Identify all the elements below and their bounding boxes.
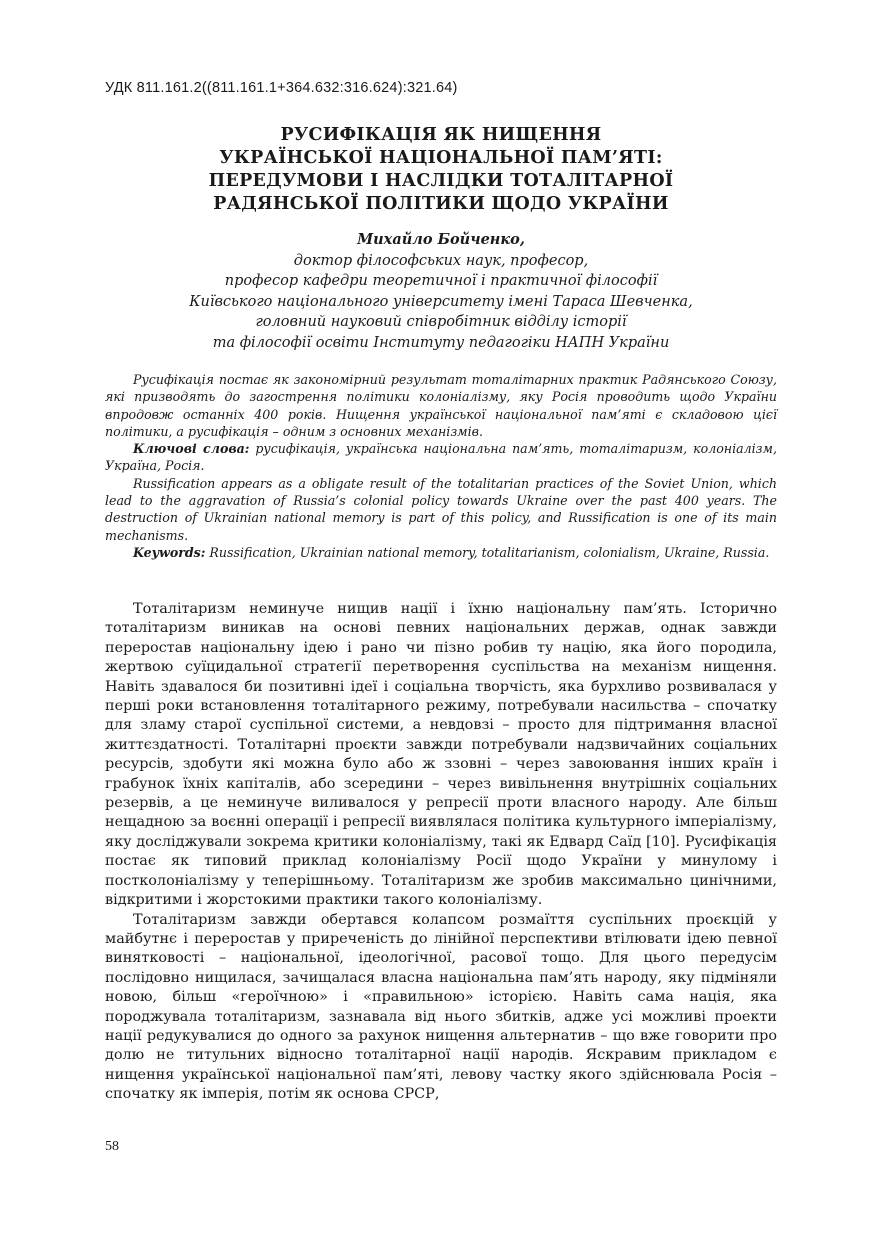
body-paragraph: Тоталітаризм неминуче нищив нації і їхню національну пам’ять. Історично тоталітаризм виникав на основі певних національних держав, однак завжди перерoстав національну ідею і рано чи пізно робив ту націю, яка його породила, жертвою суїцидальної стратегії перетворення суспільства на механізм нищення. Навіть здавалося би позитивні ідеї і соціальна творчість, яка бурхливо розвивалася у перші роки встановлення тоталітарного режиму, потребували насильства – спочатку для зламу старої суспільної системи, а невдовзі – просто для підтримання власної життєздатності. Тоталітарні проєкти завжди потребували надзвичайних соціальних ресурсів, здобути які можна було або ж ззовні – через завоювання інших країн і грабунок їхніх капіталів, або зсередини – через вивільнення внутрішніх соціальних резервів, а це неминуче виливалося у репресії проти власного народу. Але більш нещадною за воєнні операції і репресії виявлялася політика культурного імперіалізму, яку досліджували зокрема критики колоніалізму, такі як Едвард Саїд [10]. Русифікація постає як типовий приклад колоніалізму Росії щодо України у минулому і постколоніалізму у теперішньому. Тоталітаризм же зробив максимально цинічними, відкритими і жорстокими практики такого колоніалізму. bbox=[105, 601, 777, 909]
article-body bbox=[105, 600, 777, 1105]
udk-code: УДК 811.161.2((811.161.1+364.632:316.624):321.64) bbox=[105, 80, 458, 96]
keywords-ukrainian bbox=[105, 440, 777, 475]
body-paragraph: Тоталітаризм завжди обертався колапсом розмаїття суспільних проєкцій у майбутнє і переростав у приреченість до лінійної перспективи втілювати ідею певної винятковості – національної, ідеологічної, расової тощо. Для цього передусім послідовно нищилася, зачищалася власна національна пам’ять народу, яку підміняли новою, більш «героїчною» і «правильною» історією. Навіть сама нація, яка породжувала тоталітаризм, зазнавала від нього збитків, адже усі можливі проекти нації редукувалися до одного за рахунок нищення альтернатив – що вже говорити про долю не титульних відносно тоталітарної нації народів. Яскравим прикладом є нищення української національної пам’яті, левову частку якого здійснювала Росія – спочатку як імперія, потім як основа СРСР, bbox=[105, 911, 777, 1103]
keywords-list: Russification, Ukrainian national memory, totalitarianism, colonialism, Ukraine, Russia. bbox=[205, 544, 770, 560]
author-name: Михайло Бойченко, bbox=[357, 231, 525, 248]
abstract-english: Russification appears as a obligate result of the totalitarian practices of the Soviet Union, which lead to the aggravation of Russia’s colonial policy towards Ukraine over the past 400 years. The destruction of Ukrainian national memory is part of this policy, and Russification is one of its main mechanisms. bbox=[105, 475, 777, 543]
abstract-block bbox=[105, 371, 777, 561]
keywords-english bbox=[105, 544, 777, 561]
title-line: РАДЯНСЬКОЇ ПОЛІТИКИ ЩОДО УКРАЇНИ bbox=[213, 194, 669, 214]
affiliation-line: головний науковий співробітник відділу історії bbox=[255, 314, 627, 331]
keywords-label: Keywords: bbox=[133, 544, 206, 560]
page-number: 58 bbox=[105, 1139, 119, 1154]
title-line: ПЕРЕДУМОВИ І НАСЛІДКИ ТОТАЛІТАРНОЇ bbox=[208, 171, 674, 191]
affiliation-line: професор кафедри теоретичної і практичної філософії bbox=[224, 273, 658, 290]
title-line: УКРАЇНСЬКОЇ НАЦІОНАЛЬНОЇ ПАМ’ЯТІ: bbox=[219, 148, 663, 168]
author-block bbox=[105, 230, 777, 354]
title-line: РУСИФІКАЦІЯ ЯК НИЩЕННЯ bbox=[280, 125, 602, 145]
affiliation-line: та філософії освіти Інституту педагогіки НАПН України bbox=[212, 334, 670, 351]
article-title bbox=[105, 124, 777, 216]
abstract-ukrainian: Русифікація постає як закономірний результат тоталітарних практик Радянського Союзу, які призводять до загострення політики колоніалізму, яку Росія проводить щодо України впродовж останніх 400 років. Нищення української національної пам’яті є складовою цієї політики, а русифікація – одним з основних механізмів. bbox=[105, 372, 777, 439]
affiliation-line: Київського національного університету імені Тараса Шевченка, bbox=[189, 293, 693, 310]
affiliation-line: доктор філософських наук, професор, bbox=[293, 252, 589, 269]
keywords-list: русифікація, українська національна пам’ять, тоталітаризм, колоніалізм, Україна, Росія. bbox=[105, 441, 777, 474]
keywords-label: Ключові слова: bbox=[133, 441, 250, 457]
